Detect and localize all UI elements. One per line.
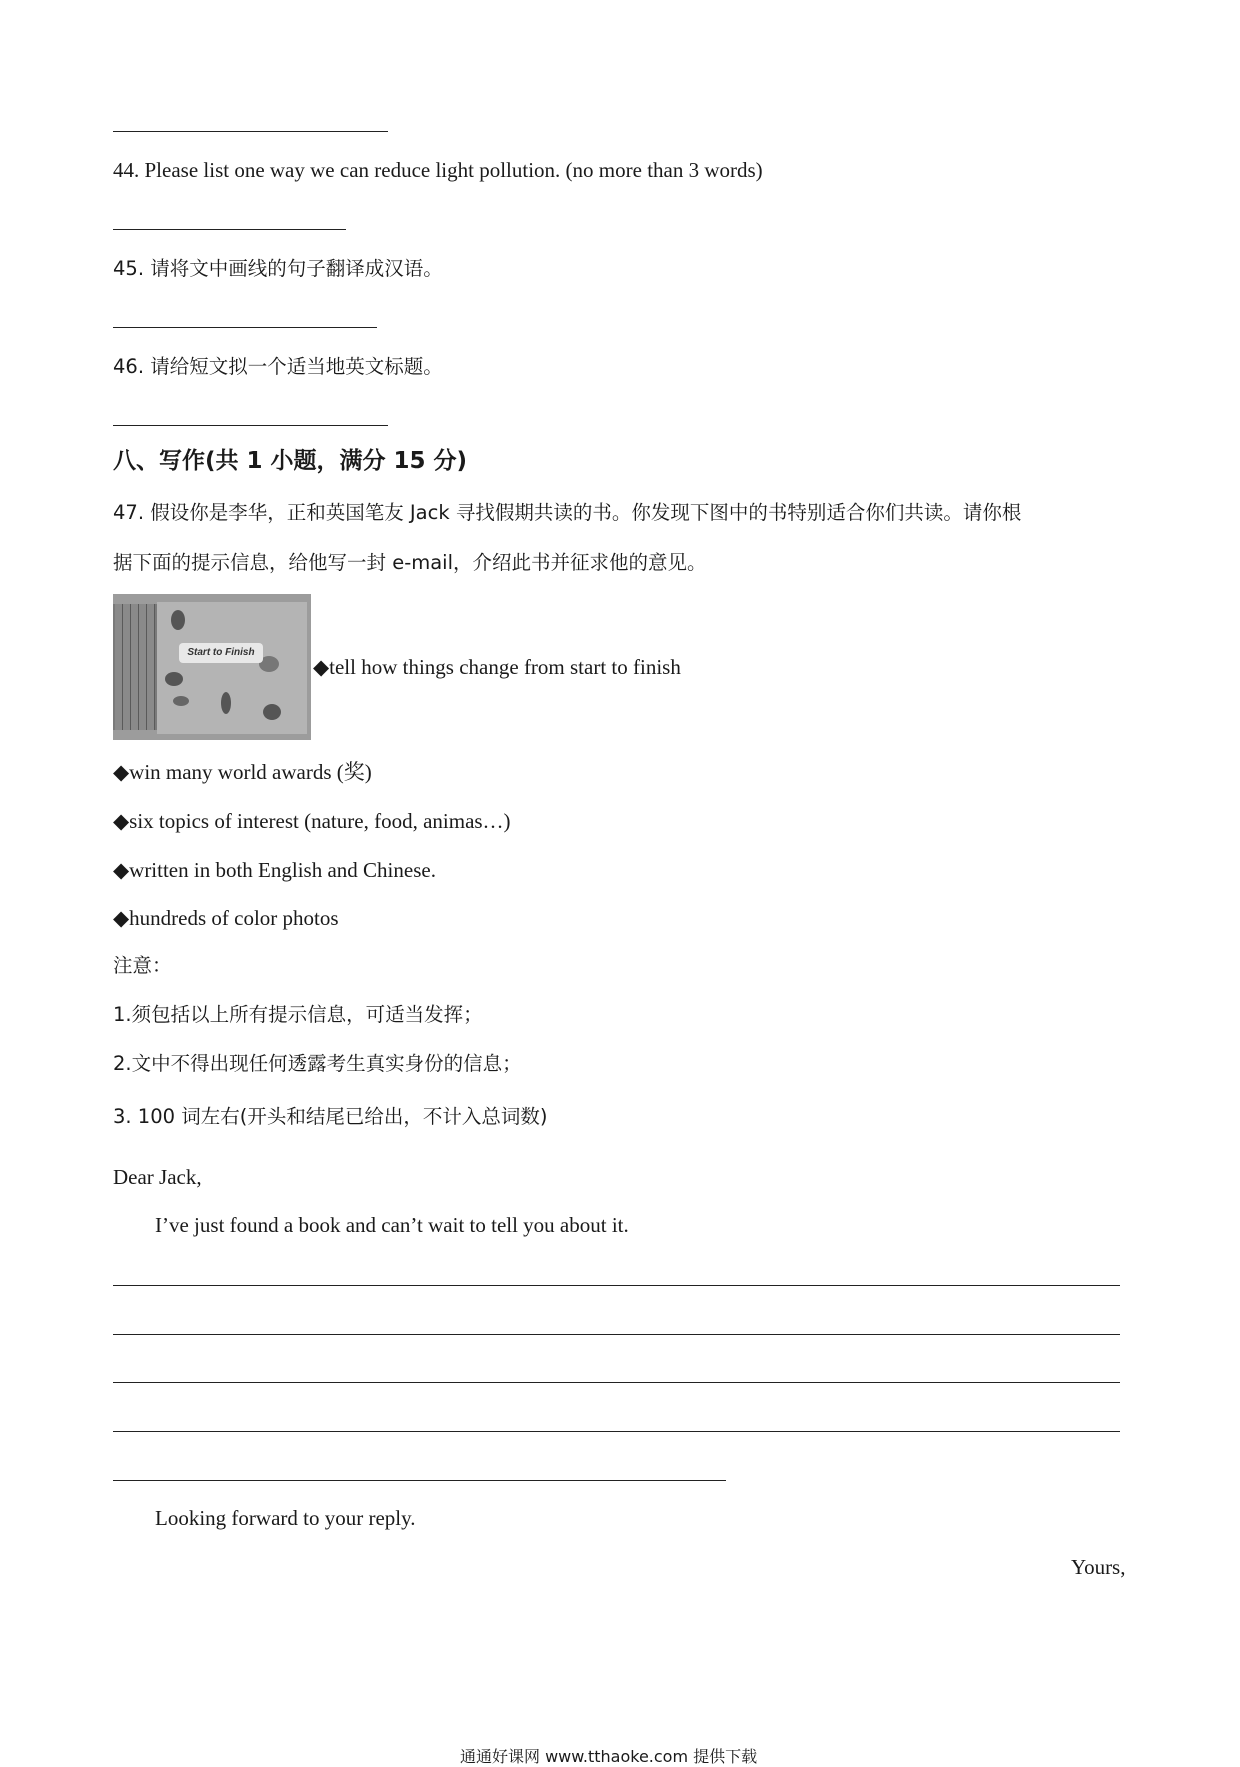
writing-line-2[interactable] xyxy=(113,1334,1120,1335)
hint-2: ◆win many world awards (奖) xyxy=(113,760,372,784)
answer-line-46 xyxy=(113,425,388,426)
question-47-line2: 据下面的提示信息，给他写一封 e-mail，介绍此书并征求他的意见。 xyxy=(113,551,707,574)
question-46: 46. 请给短文拟一个适当地英文标题。 xyxy=(113,355,443,378)
letter-closing: Looking forward to your reply. xyxy=(155,1506,416,1530)
hint-5: ◆hundreds of color photos xyxy=(113,906,339,930)
hint-3: ◆six topics of interest (nature, food, animas…) xyxy=(113,809,511,833)
hint-4: ◆written in both English and Chinese. xyxy=(113,858,436,882)
note-3: 3. 100 词左右(开头和结尾已给出，不计入总词数) xyxy=(113,1105,548,1128)
answer-line-45 xyxy=(113,327,377,328)
note-2: 2.文中不得出现任何透露考生真实身份的信息； xyxy=(113,1052,522,1075)
letter-greeting: Dear Jack, xyxy=(113,1165,202,1189)
answer-line-44 xyxy=(113,229,346,230)
book-image xyxy=(113,594,311,740)
note-1: 1.须包括以上所有提示信息，可适当发挥； xyxy=(113,1003,483,1026)
letter-signoff: Yours, xyxy=(1071,1555,1126,1579)
letter-opening: I’ve just found a book and can’t wait to tell you about it. xyxy=(155,1213,629,1237)
writing-line-1[interactable] xyxy=(113,1285,1120,1286)
writing-line-3[interactable] xyxy=(113,1382,1120,1383)
writing-line-4[interactable] xyxy=(113,1431,1120,1432)
question-44: 44. Please list one way we can reduce light pollution. (no more than 3 words) xyxy=(113,158,763,182)
writing-line-5[interactable] xyxy=(113,1480,726,1481)
hint-1: ◆tell how things change from start to finish xyxy=(313,655,681,679)
answer-line-43 xyxy=(113,131,388,132)
footer-text: 通通好课网 www.tthaoke.com 提供下载 xyxy=(460,1747,758,1766)
question-47-line1: 47. 假设你是李华，正和英国笔友 Jack 寻找假期共读的书。你发现下图中的书特别适合你们共读。请你根 xyxy=(113,501,1022,524)
question-45: 45. 请将文中画线的句子翻译成汉语。 xyxy=(113,257,443,280)
book-cover-title: Start to Finish xyxy=(179,643,263,663)
section-heading: 八、写作(共 1 小题，满分 15 分) xyxy=(113,448,468,474)
notes-title: 注意： xyxy=(113,954,172,977)
